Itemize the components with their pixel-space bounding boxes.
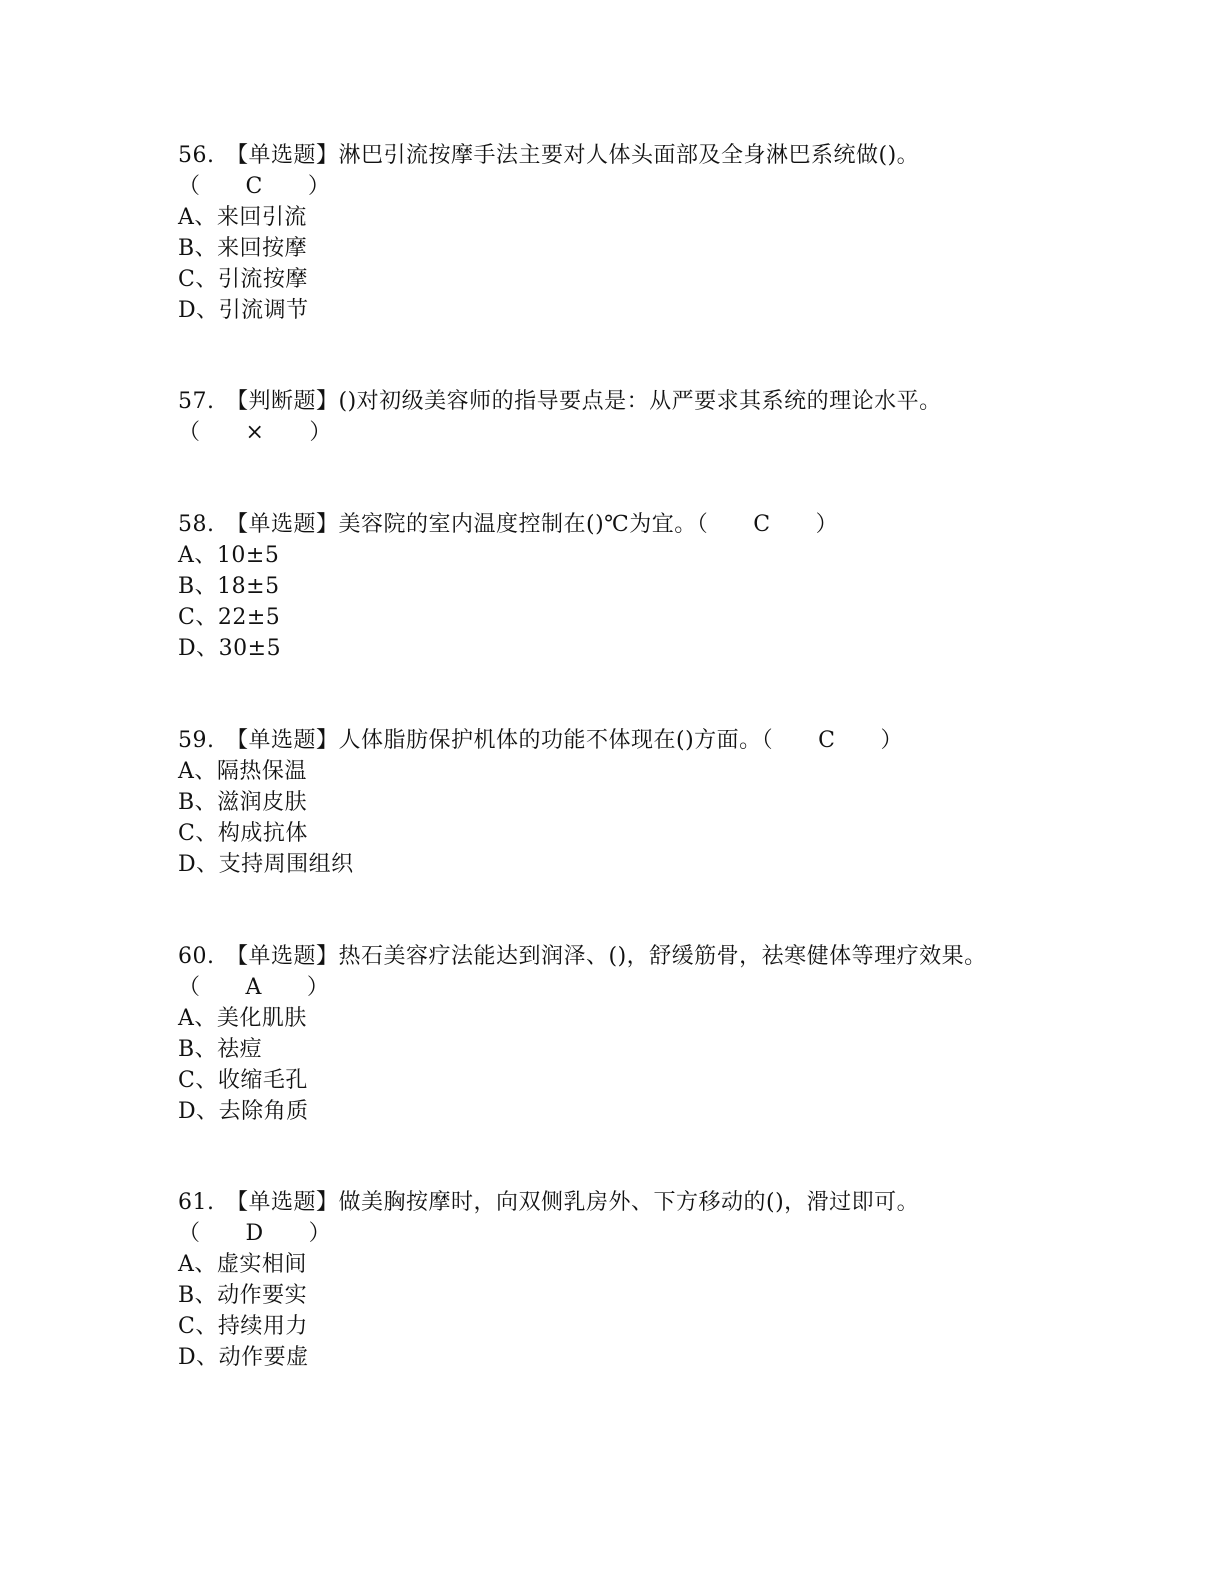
option-b: B、动作要实 bbox=[178, 1283, 308, 1308]
question-59 bbox=[178, 725, 1078, 880]
option-c: C、收缩毛孔 bbox=[178, 1068, 308, 1093]
option-c: C、持续用力 bbox=[178, 1314, 308, 1339]
option-c: C、22±5 bbox=[178, 605, 281, 630]
option-d: D、支持周围组织 bbox=[178, 852, 354, 877]
option-b: B、来回按摩 bbox=[178, 236, 308, 261]
question-stem: 59. 【单选题】人体脂肪保护机体的功能不体现在()方面。（ C ） bbox=[178, 728, 903, 753]
option-b: B、18±5 bbox=[178, 574, 280, 599]
option-c: C、引流按摩 bbox=[178, 267, 308, 292]
question-stem: 58. 【单选题】美容院的室内温度控制在()℃为宜。（ C ） bbox=[178, 512, 839, 537]
question-58 bbox=[178, 509, 1078, 664]
question-stem: 61. 【单选题】做美胸按摩时，向双侧乳房外、下方移动的()，滑过即可。 bbox=[178, 1190, 920, 1215]
option-a: A、10±5 bbox=[178, 543, 280, 568]
option-d: D、30±5 bbox=[178, 636, 282, 661]
question-stem: 56. 【单选题】淋巴引流按摩手法主要对人体头面部及全身淋巴系统做()。 bbox=[178, 143, 920, 168]
question-stem: 57. 【判断题】()对初级美容师的指导要点是：从严要求其系统的理论水平。 bbox=[178, 389, 942, 414]
answer-key: （ × ） bbox=[178, 420, 332, 445]
option-a: A、来回引流 bbox=[178, 205, 307, 230]
question-stem: 60. 【单选题】热石美容疗法能达到润泽、()，舒缓筋骨，祛寒健体等理疗效果。 bbox=[178, 944, 987, 969]
option-a: A、虚实相间 bbox=[178, 1252, 307, 1277]
question-57 bbox=[178, 386, 1078, 448]
question-61 bbox=[178, 1187, 1078, 1373]
question-60 bbox=[178, 941, 1078, 1127]
question-56 bbox=[178, 140, 1078, 326]
answer-key: （ D ） bbox=[178, 1221, 332, 1246]
option-a: A、美化肌肤 bbox=[178, 1006, 307, 1031]
option-d: D、动作要虚 bbox=[178, 1345, 309, 1370]
option-b: B、滋润皮肤 bbox=[178, 790, 308, 815]
option-d: D、去除角质 bbox=[178, 1099, 309, 1124]
answer-key: （ C ） bbox=[178, 174, 331, 199]
option-b: B、祛痘 bbox=[178, 1037, 263, 1062]
option-d: D、引流调节 bbox=[178, 298, 309, 323]
option-a: A、隔热保温 bbox=[178, 759, 307, 784]
answer-key: （ A ） bbox=[178, 975, 330, 1000]
option-c: C、构成抗体 bbox=[178, 821, 308, 846]
